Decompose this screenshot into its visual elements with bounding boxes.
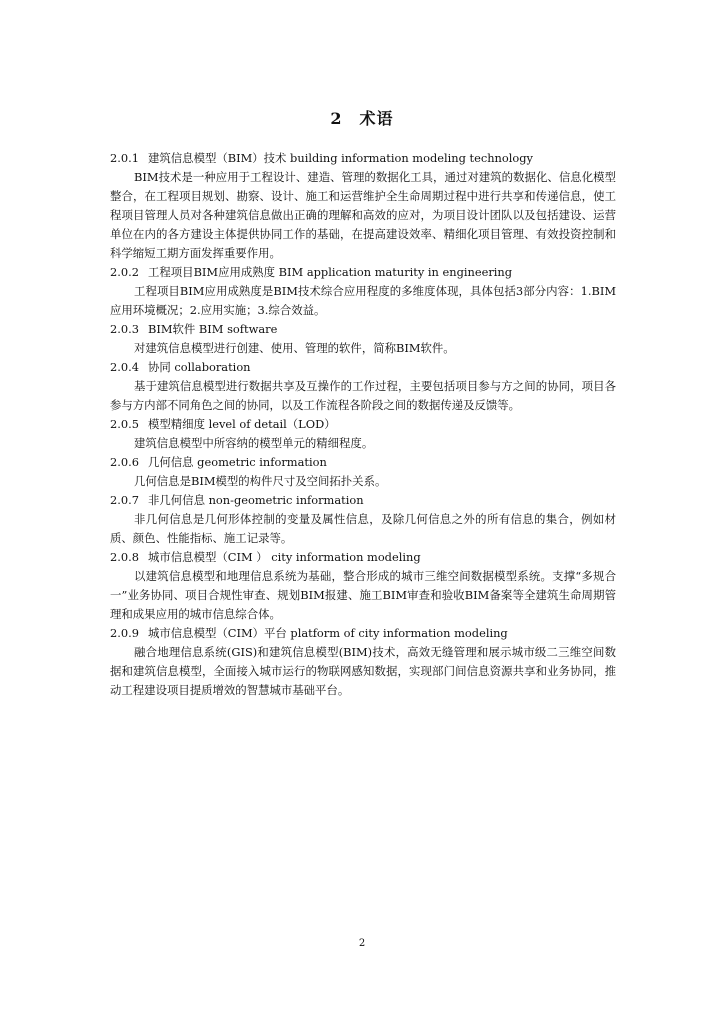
term-2-0-1 [110, 149, 616, 263]
term-heading [110, 548, 616, 567]
term-number: 2.0.1 [110, 151, 139, 165]
terms-section [110, 149, 616, 700]
term-2-0-3 [110, 320, 616, 358]
page-number: 2 [358, 938, 366, 949]
term-number: 2.0.7 [110, 493, 139, 507]
chapter-title: 2 术语 [330, 109, 394, 128]
term-heading [110, 624, 616, 643]
term-name: 城市信息模型（CIM ） city information modeling [148, 550, 421, 564]
term-number: 2.0.5 [110, 417, 139, 431]
term-heading [110, 263, 616, 282]
term-2-0-9 [110, 624, 616, 700]
term-number: 2.0.2 [110, 265, 139, 279]
term-heading [110, 415, 616, 434]
term-2-0-7 [110, 491, 616, 548]
term-definition: 非几何信息是几何形体控制的变量及属性信息，及除几何信息之外的所有信息的集合，例如材质、颜色、性能指标、施工记录等。 [110, 512, 616, 545]
term-heading [110, 149, 616, 168]
term-heading [110, 453, 616, 472]
term-heading [110, 491, 616, 510]
term-name: 模型精细度 level of detail（LOD） [148, 417, 336, 431]
term-definition: 几何信息是BIM模型的构件尺寸及空间拓扑关系。 [134, 474, 387, 488]
term-number: 2.0.9 [110, 626, 139, 640]
term-definition: 以建筑信息模型和地理信息系统为基础，整合形成的城市三维空间数据模型系统。支撑“多规合一”业务协同、项目合规性审查、规划BIM报建、施工BIM审查和验收BIM备案等全建筑生命周期管理和成果应用的城市信息综合体。 [110, 569, 616, 621]
term-number: 2.0.3 [110, 322, 139, 336]
term-name: 工程项目BIM应用成熟度 BIM application maturity in engineering [148, 265, 513, 279]
term-definition: BIM技术是一种应用于工程设计、建造、管理的数据化工具，通过对建筑的数据化、信息化模型整合，在工程项目规划、勘察、设计、施工和运营维护全生命周期过程中进行共享和传递信息，使工程项目管理人员对各种建筑信息做出正确的理解和高效的应对，为项目设计团队以及包括建设、运营单位在内的各方建设主体提供协同工作的基础，在提高建设效率、精细化项目管理、有效投资控制和科学缩短工期方面发挥重要作用。 [110, 170, 616, 260]
term-2-0-2 [110, 263, 616, 320]
term-number: 2.0.4 [110, 360, 139, 374]
term-2-0-8 [110, 548, 616, 624]
term-heading [110, 358, 616, 377]
term-2-0-5 [110, 415, 616, 453]
term-name: BIM软件 BIM software [148, 322, 278, 336]
term-name: 几何信息 geometric information [148, 455, 327, 469]
term-name: 非几何信息 non-geometric information [148, 493, 364, 507]
term-definition: 基于建筑信息模型进行数据共享及互操作的工作过程，主要包括项目参与方之间的协同，项目各参与方内部不同角色之间的协同，以及工作流程各阶段之间的数据传递及反馈等。 [110, 379, 616, 412]
term-2-0-4 [110, 358, 616, 415]
term-number: 2.0.8 [110, 550, 139, 564]
term-definition: 工程项目BIM应用成熟度是BIM技术综合应用程度的多维度体现，具体包括3部分内容：1.BIM应用环境概况；2.应用实施；3.综合效益。 [110, 284, 616, 317]
term-definition: 建筑信息模型中所容纳的模型单元的精细程度。 [134, 436, 374, 450]
term-definition: 融合地理信息系统(GIS)和建筑信息模型(BIM)技术，高效无缝管理和展示城市级二三维空间数据和建筑信息模型，全面接入城市运行的物联网感知数据，实现部门间信息资源共享和业务协同，推动工程建设项目提质增效的智慧城市基础平台。 [110, 645, 616, 697]
term-definition: 对建筑信息模型进行创建、使用、管理的软件，简称BIM软件。 [134, 341, 455, 355]
term-2-0-6 [110, 453, 616, 491]
term-number: 2.0.6 [110, 455, 139, 469]
term-name: 城市信息模型（CIM）平台 platform of city information modeling [148, 626, 508, 640]
term-name: 协同 collaboration [148, 360, 251, 374]
term-heading [110, 320, 616, 339]
term-name: 建筑信息模型（BIM）技术 building information modeling technology [148, 151, 533, 165]
